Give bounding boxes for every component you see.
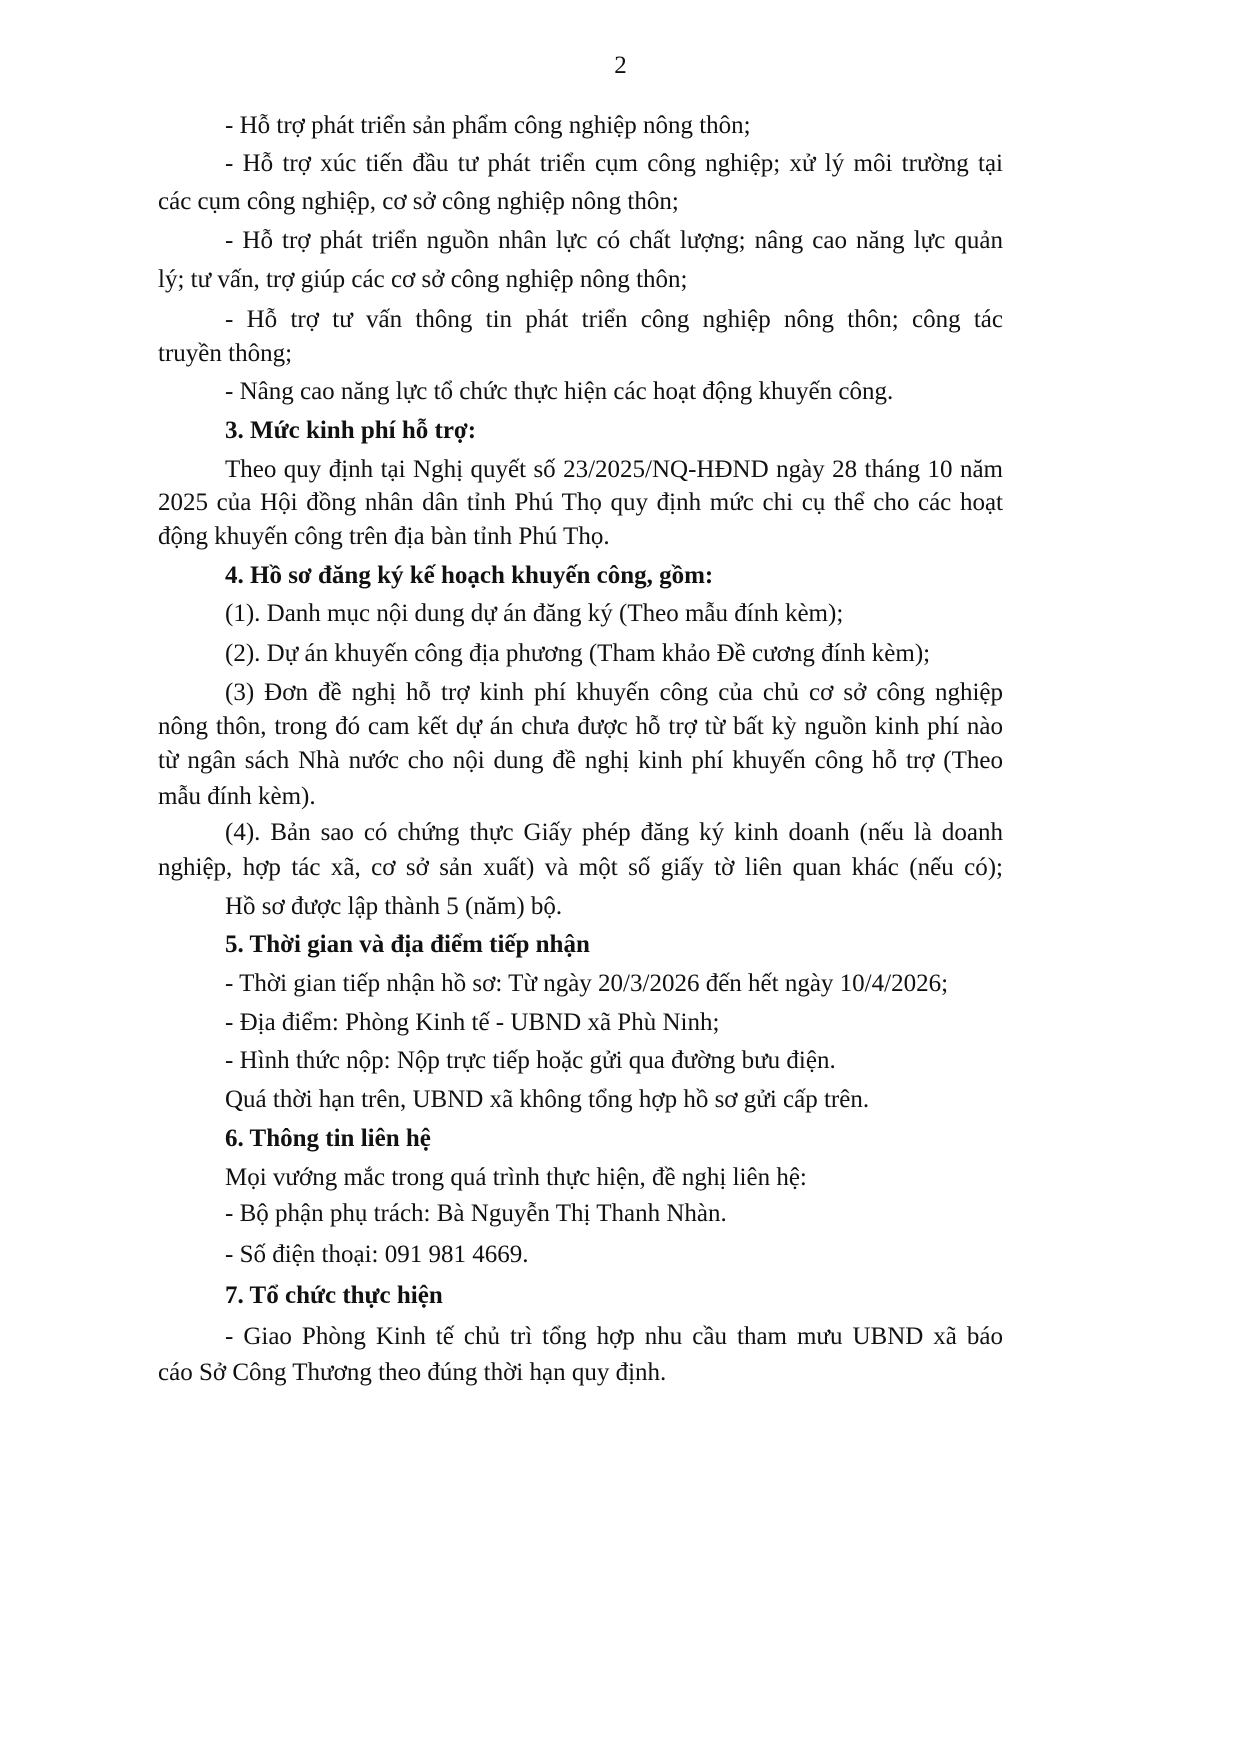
paragraph-line: cáo Sở Công Thương theo đúng thời hạn quy định. [158, 1359, 667, 1386]
bullet-item: - Hỗ trợ phát triển nguồn nhân lực có chất lượng; nâng cao năng lực quản [225, 227, 1003, 254]
paragraph-line: các cụm công nghiệp, cơ sở công nghiệp nông thôn; [158, 188, 679, 215]
paragraph-line: Mọi vướng mắc trong quá trình thực hiện, đề nghị liên hệ: [225, 1164, 807, 1191]
paragraph-line: Hồ sơ được lập thành 5 (năm) bộ. [225, 893, 563, 920]
paragraph-line: 2025 của Hội đồng nhân dân tỉnh Phú Thọ quy định mức chi cụ thể cho các hoạt [158, 489, 1003, 516]
section-heading-6: 6. Thông tin liên hệ [225, 1125, 431, 1152]
bullet-item: - Giao Phòng Kinh tế chủ trì tổng hợp nhu cầu tham mưu UBND xã báo [225, 1323, 1003, 1350]
bullet-item: - Thời gian tiếp nhận hồ sơ: Từ ngày 20/3/2026 đến hết ngày 10/4/2026; [225, 970, 949, 997]
bullet-item: - Bộ phận phụ trách: Bà Nguyễn Thị Thanh Nhàn. [225, 1200, 727, 1227]
list-item: (1). Danh mục nội dung dự án đăng ký (Theo mẫu đính kèm); [225, 600, 844, 627]
section-heading-7: 7. Tổ chức thực hiện [225, 1282, 443, 1309]
paragraph-line: truyền thông; [158, 340, 293, 367]
section-heading-5: 5. Thời gian và địa điểm tiếp nhận [225, 931, 590, 958]
page-number: 2 [614, 52, 627, 79]
bullet-item: - Số điện thoại: 091 981 4669. [225, 1241, 529, 1268]
bullet-item: - Địa điểm: Phòng Kinh tế - UBND xã Phù Ninh; [225, 1009, 720, 1036]
list-item: (3) Đơn đề nghị hỗ trợ kinh phí khuyến công của chủ cơ sở công nghiệp [225, 679, 1003, 706]
bullet-item: - Hỗ trợ phát triển sản phẩm công nghiệp nông thôn; [225, 112, 751, 139]
paragraph-line: lý; tư vấn, trợ giúp các cơ sở công nghiệp nông thôn; [158, 266, 688, 293]
section-heading-3: 3. Mức kinh phí hỗ trợ: [225, 417, 477, 444]
paragraph-line: mẫu đính kèm). [158, 783, 316, 810]
paragraph-line: nghiệp, hợp tác xã, cơ sở sản xuất) và một số giấy tờ liên quan khác (nếu có); [158, 854, 1003, 881]
bullet-item: - Nâng cao năng lực tổ chức thực hiện các hoạt động khuyến công. [225, 378, 894, 405]
paragraph-line: Quá thời hạn trên, UBND xã không tổng hợp hồ sơ gửi cấp trên. [225, 1086, 870, 1113]
section-heading-4: 4. Hồ sơ đăng ký kế hoạch khuyến công, gồm: [225, 562, 714, 589]
paragraph-line: nông thôn, trong đó cam kết dự án chưa được hỗ trợ từ bất kỳ nguồn kinh phí nào [158, 713, 1003, 740]
paragraph-line: động khuyến công trên địa bàn tỉnh Phú Thọ. [158, 523, 610, 550]
bullet-item: - Hỗ trợ xúc tiến đầu tư phát triển cụm công nghiệp; xử lý môi trường tại [225, 150, 1003, 177]
paragraph-line: Theo quy định tại Nghị quyết số 23/2025/NQ-HĐND ngày 28 tháng 10 năm [225, 456, 1003, 483]
paragraph-line: từ ngân sách Nhà nước cho nội dung đề nghị kinh phí khuyến công hỗ trợ (Theo [158, 747, 1003, 774]
list-item: (4). Bản sao có chứng thực Giấy phép đăng ký kinh doanh (nếu là doanh [225, 819, 1003, 846]
bullet-item: - Hình thức nộp: Nộp trực tiếp hoặc gửi qua đường bưu điện. [225, 1047, 836, 1074]
bullet-item: - Hỗ trợ tư vấn thông tin phát triển công nghiệp nông thôn; công tác [225, 306, 1003, 333]
list-item: (2). Dự án khuyến công địa phương (Tham khảo Đề cương đính kèm); [225, 640, 931, 667]
